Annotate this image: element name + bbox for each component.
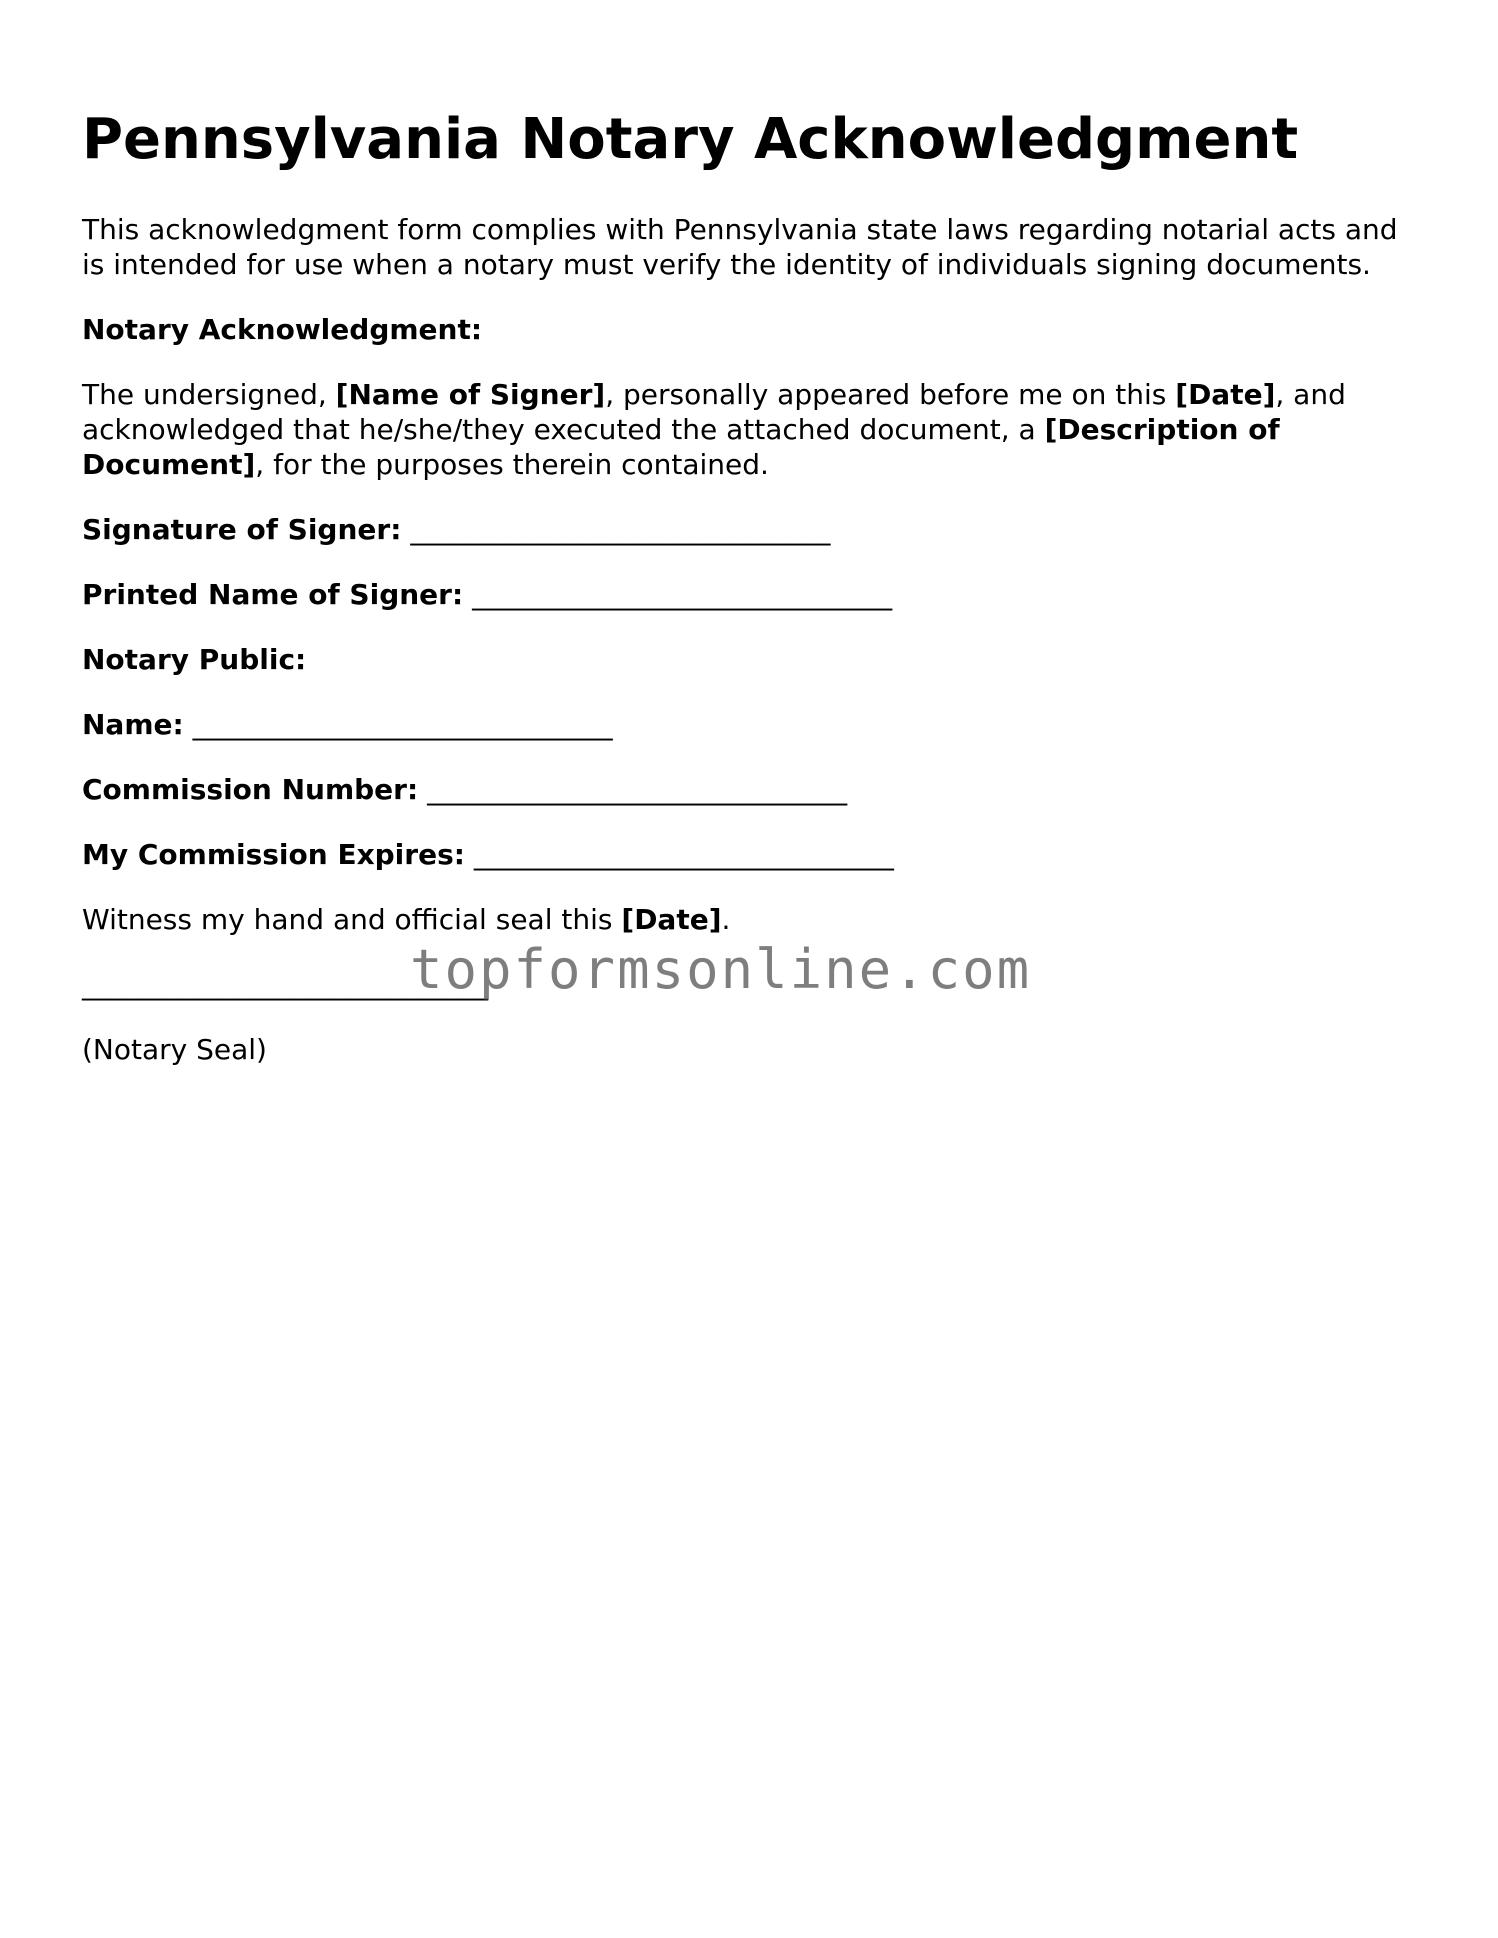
signature-label: Signature of Signer:: [82, 513, 402, 546]
notary-name-label: Name:: [82, 708, 184, 741]
notary-signature-line[interactable]: _____________________________: [82, 968, 488, 1001]
description-placeholder: [Description of Document]: [82, 413, 1280, 481]
signer-name-placeholder: [Name of Signer]: [335, 378, 606, 411]
acknowledgment-statement: [82, 377, 1422, 482]
witness-date-placeholder: [Date]: [621, 903, 722, 936]
commission-number-blank[interactable]: ______________________________: [427, 773, 848, 806]
statement-text: The undersigned,: [82, 378, 336, 411]
statement-text: , and acknowledged that he/she/they executed the attached document, a: [82, 378, 1346, 446]
document-page: [82, 104, 1422, 1097]
commission-number-label: Commission Number:: [82, 773, 419, 806]
witness-text: .: [721, 903, 731, 936]
notary-public-heading: [82, 642, 1422, 677]
intro-paragraph: This acknowledgment form complies with Pennsylvania state laws regarding notarial acts and is intended for use when a notary must verify the identity of individuals signing documents.: [82, 213, 1398, 281]
notary-seal-label: (Notary Seal): [82, 1033, 267, 1066]
witness-statement: [82, 902, 1422, 937]
signature-blank[interactable]: ______________________________: [410, 513, 831, 546]
notary-name-field: [82, 707, 1422, 742]
witness-text: Witness my hand and official seal this: [82, 903, 622, 936]
date-placeholder: [Date]: [1175, 378, 1276, 411]
commission-expires-blank[interactable]: ______________________________: [473, 838, 894, 871]
signature-field: [82, 512, 1422, 547]
watermark: topformsonline.com: [410, 938, 1032, 1001]
printed-name-label: Printed Name of Signer:: [82, 578, 464, 611]
commission-expires-label: My Commission Expires:: [82, 838, 465, 871]
commission-expires-field: [82, 837, 1422, 872]
commission-number-field: [82, 772, 1422, 807]
notary-name-blank[interactable]: ______________________________: [192, 708, 613, 741]
statement-text: , personally appeared before me on this: [605, 378, 1176, 411]
printed-name-blank[interactable]: ______________________________: [472, 578, 893, 611]
section-heading: Notary Acknowledgment:: [82, 313, 483, 346]
statement-text: , for the purposes therein contained.: [255, 448, 769, 481]
notary-public-label: Notary Public:: [82, 643, 307, 676]
page-title: Pennsylvania Notary Acknowledgment: [82, 107, 1299, 172]
printed-name-field: [82, 577, 1422, 612]
